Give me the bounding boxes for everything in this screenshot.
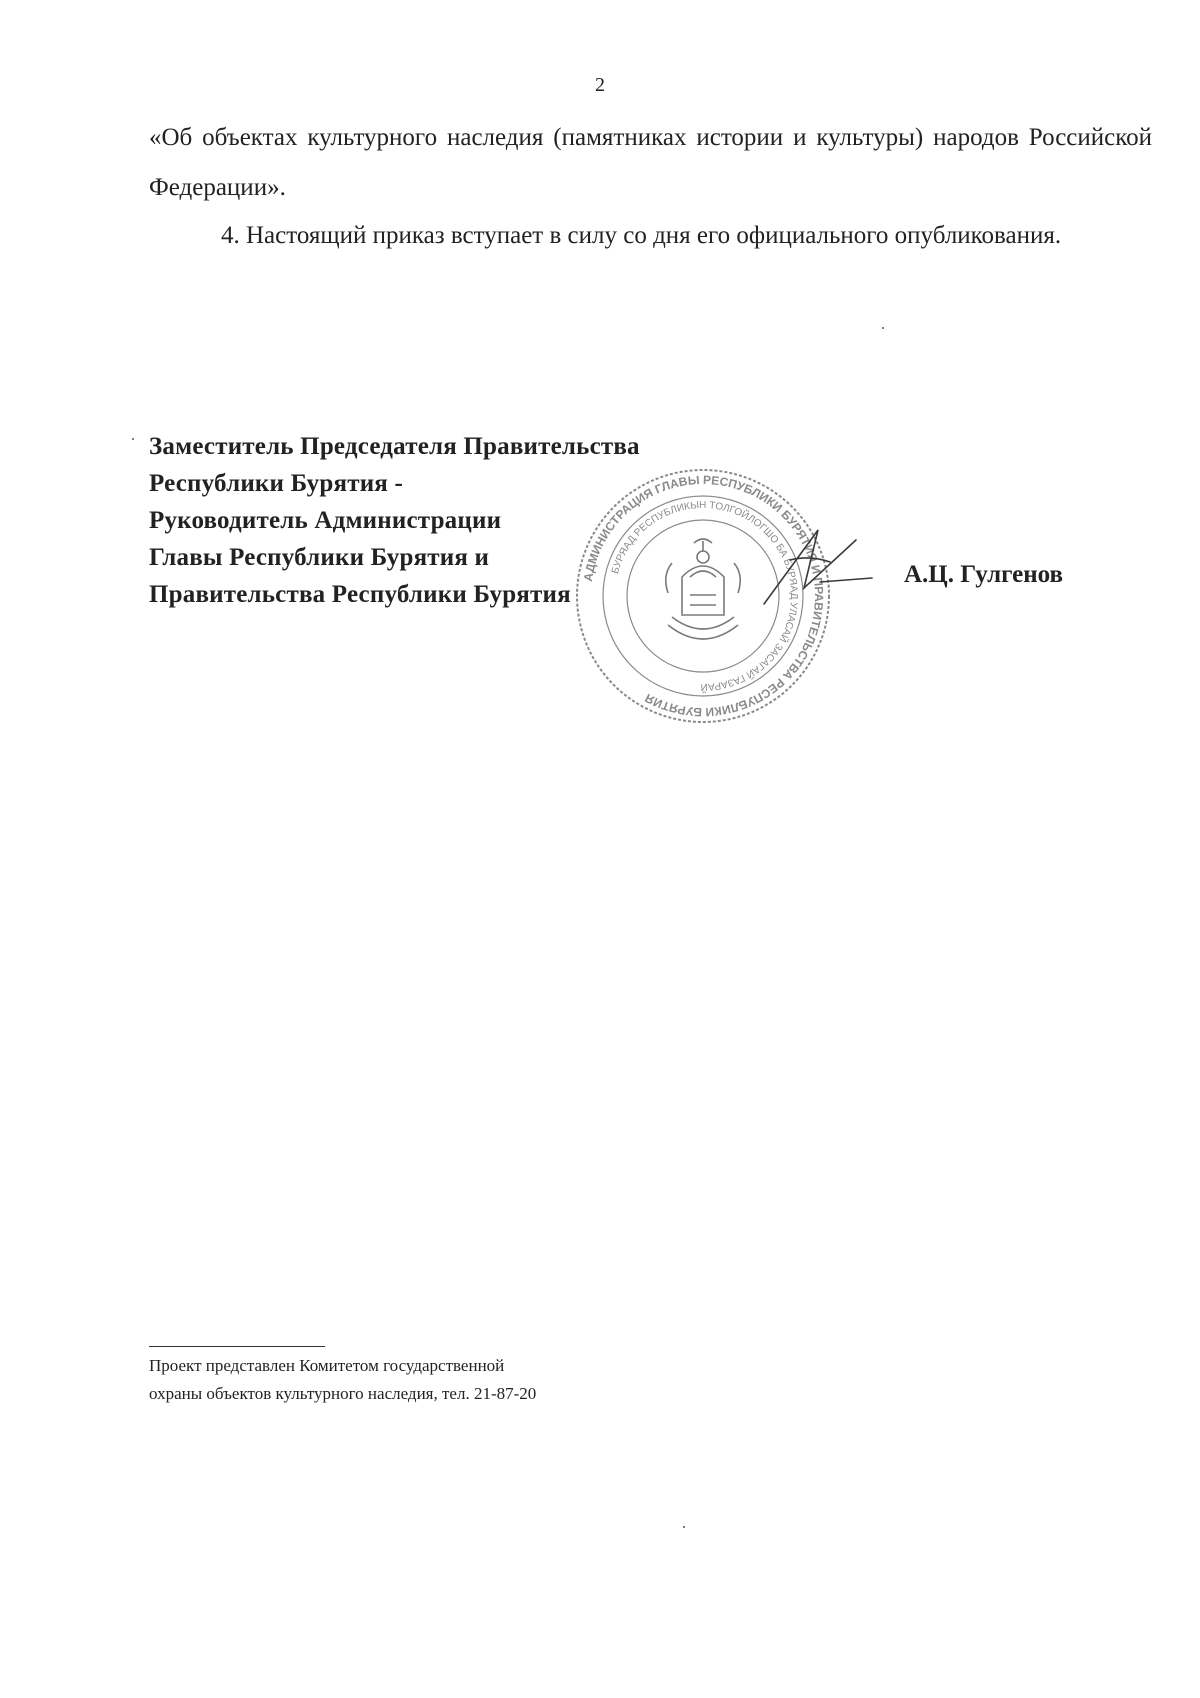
footnote-divider (149, 1346, 325, 1347)
signatory-position-line: Заместитель Председателя Правительства (149, 433, 640, 460)
signatory-name: А.Ц. Гулгенов (904, 561, 1064, 588)
footnote-line: Проект представлен Комитетом государственной (149, 1356, 505, 1375)
seal-inner-text: БУРЯАД РЕСПУБЛИКЫН ТОЛГОЙЛОГШО БА БУРЯАД УЛАСАЙ ЗАСАГАЙ ГАЗАРАЙ (610, 499, 800, 693)
signatory-position-line: Руководитель Администрации (149, 507, 502, 534)
page-number: 2 (595, 74, 605, 96)
signatory-position-line: Правительства Республики Бурятия (149, 581, 571, 608)
coat-of-arms-emblem (666, 539, 741, 639)
paragraph-law-title: «Об объектах культурного наследия (памятниках истории и культуры) народов Российской Федерации». (149, 124, 1152, 201)
signatory-position (149, 428, 640, 613)
scan-speck (683, 1526, 685, 1528)
handwritten-signature (760, 500, 880, 610)
scan-speck (132, 438, 134, 440)
signatory-position-line: Главы Республики Бурятия и (149, 544, 490, 571)
seal-outer-text: АДМИНИСТРАЦИЯ ГЛАВЫ РЕСПУБЛИКИ БУРЯТИЯ И ПРАВИТЕЛЬСТВА РЕСПУБЛИКИ БУРЯТИЯ (580, 472, 827, 720)
signatory-position-line: Республики Бурятия - (149, 470, 403, 497)
footnote (149, 1352, 536, 1408)
scan-speck (882, 327, 884, 329)
paragraph-effective-date: 4. Настоящий приказ вступает в силу со дня его официального опубликования. (221, 222, 1062, 249)
footnote-line: охраны объектов культурного наследия, тел. 21-87-20 (149, 1384, 537, 1403)
